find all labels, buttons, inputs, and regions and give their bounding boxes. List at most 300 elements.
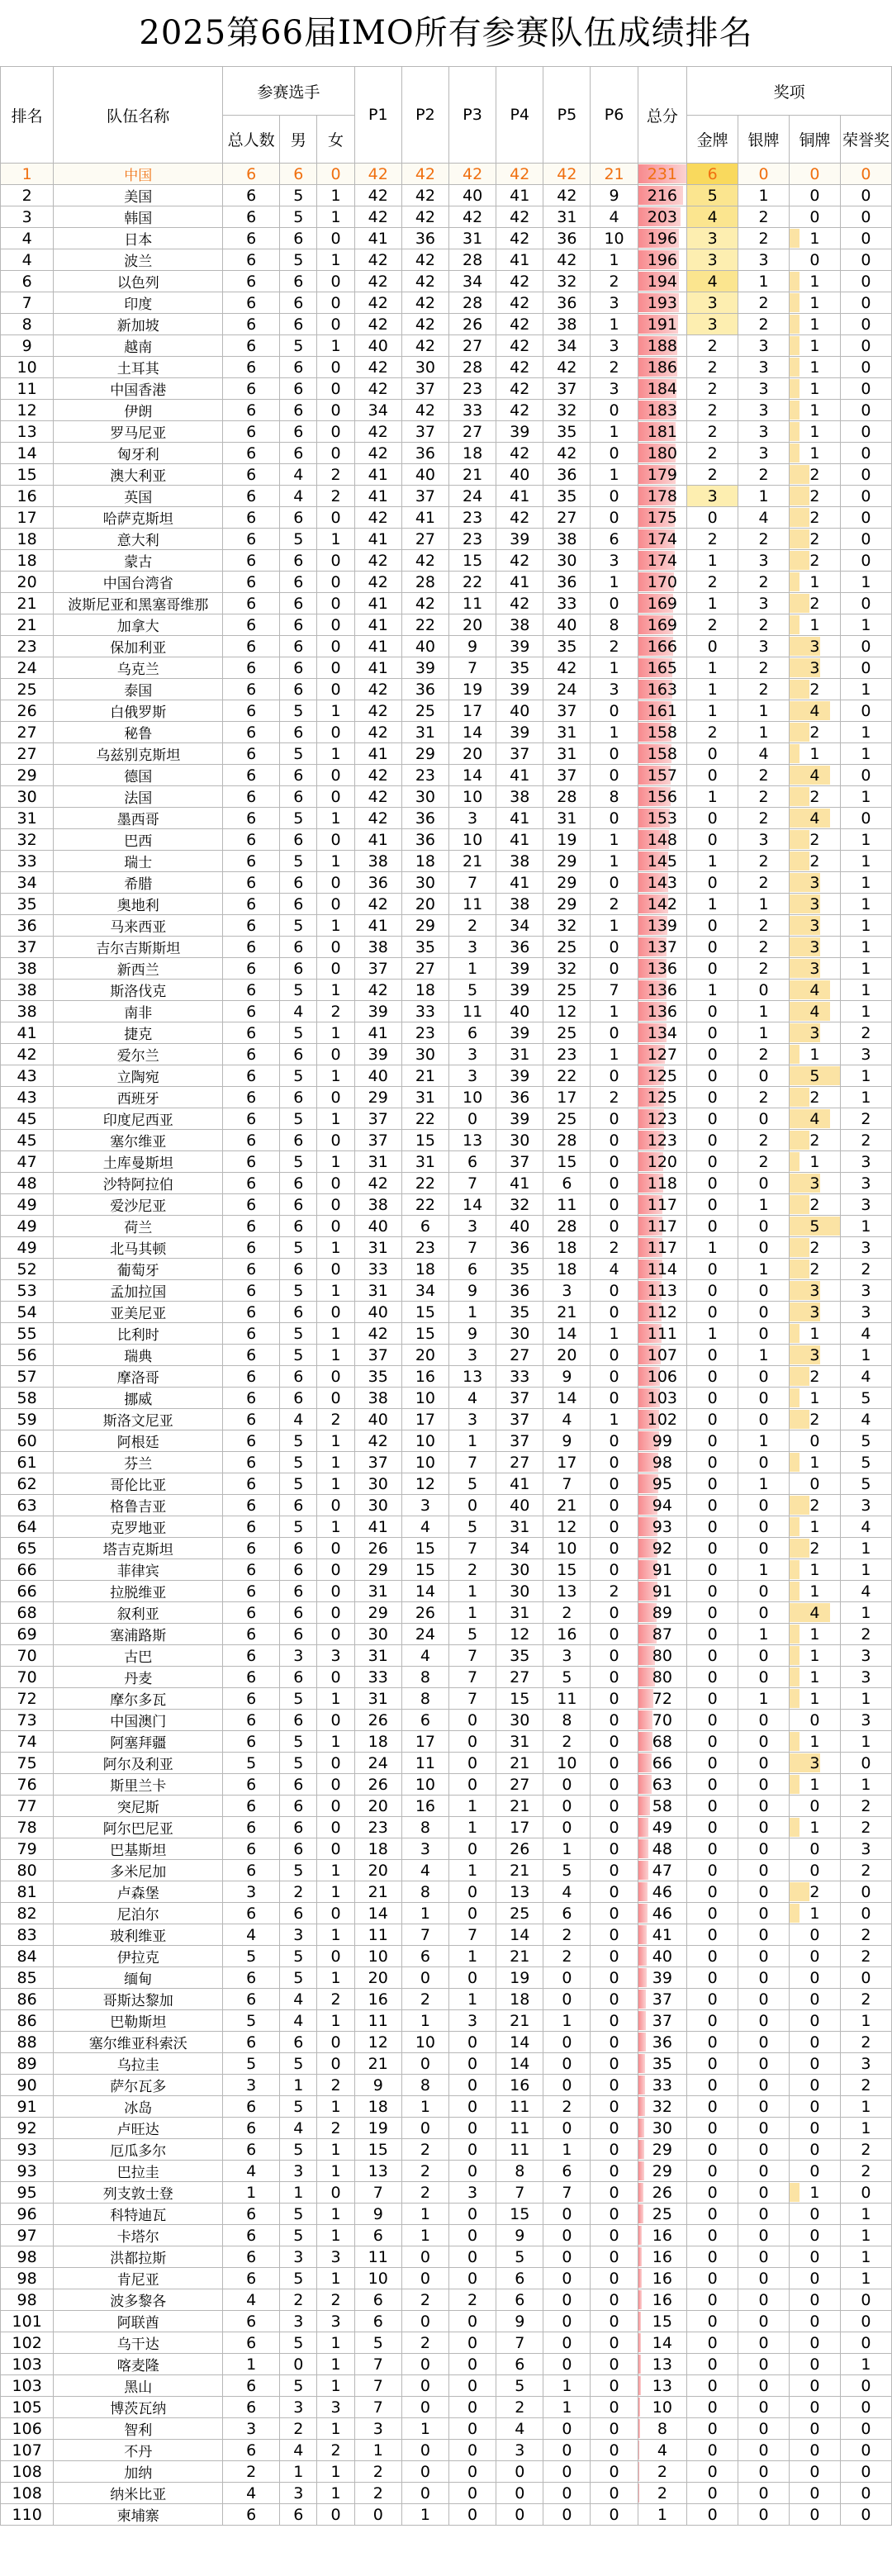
cell-female: 1 [317,980,354,1001]
table-row [1,2483,892,2504]
cell-bronze [790,1345,841,1366]
cell-hm: 1 [840,786,891,808]
cell-male: 6 [280,958,317,980]
cell-gold: 0 [687,1645,738,1667]
cell-gold: 1 [687,894,738,915]
bronze-value: 0 [809,1947,820,1966]
cell-hm: 1 [840,1688,891,1710]
cell-p2: 2 [401,2161,448,2182]
bronze-value: 0 [809,1474,820,1493]
cell-male: 5 [280,335,317,357]
cell-female: 1 [317,2354,354,2375]
cell-score [638,1065,687,1087]
cell-silver: 1 [738,1430,790,1452]
cell-p5: 2 [543,1924,591,1946]
cell-team: 保加利亚 [54,636,223,657]
cell-p1: 41 [354,486,401,507]
cell-score [638,1796,687,1817]
cell-total: 1 [223,2182,280,2204]
cell-total: 6 [223,164,280,185]
cell-rank: 66 [1,1581,54,1602]
score-value: 117 [647,1195,678,1214]
score-value: 41 [652,1925,672,1944]
table-row [1,507,892,529]
cell-p6: 0 [591,743,638,765]
cell-rank: 80 [1,1860,54,1881]
cell-p1: 20 [354,1796,401,1817]
bronze-value: 2 [809,1882,820,1901]
cell-silver: 0 [738,1409,790,1430]
bronze-bar [790,379,799,398]
cell-rank: 14 [1,443,54,464]
score-value: 63 [652,1775,672,1794]
score-value: 16 [652,2269,672,2288]
cell-hm: 0 [840,421,891,443]
cell-silver: 0 [738,1366,790,1388]
cell-score [638,1903,687,1924]
cell-team: 玻利维亚 [54,1924,223,1946]
cell-team: 摩洛哥 [54,1366,223,1388]
cell-team: 卢森堡 [54,1881,223,1903]
cell-hm: 3 [840,1280,891,1302]
cell-p2: 34 [401,1280,448,1302]
cell-p2: 0 [401,2461,448,2483]
bronze-bar [790,422,799,441]
cell-p2: 4 [401,1860,448,1881]
cell-score [638,335,687,357]
cell-male: 1 [280,2461,317,2483]
bronze-value: 0 [809,2054,820,2073]
cell-male: 6 [280,228,317,249]
cell-team: 爱沙尼亚 [54,1194,223,1216]
cell-gold: 0 [687,1516,738,1538]
cell-female: 0 [317,894,354,915]
bronze-value: 2 [809,1131,820,1150]
cell-bronze [790,2504,841,2526]
cell-p3: 0 [449,2032,496,2053]
bronze-value: 2 [809,1367,820,1386]
cell-p5: 0 [543,2053,591,2075]
cell-hm: 0 [840,700,891,722]
cell-total: 6 [223,1280,280,1302]
cell-p1: 37 [354,1130,401,1151]
score-value: 49 [652,1818,672,1837]
cell-team: 阿尔巴尼亚 [54,1817,223,1838]
cell-p2: 8 [401,1817,448,1838]
cell-p2: 10 [401,2032,448,2053]
bronze-value: 3 [809,1345,820,1364]
cell-silver: 0 [738,1967,790,1989]
cell-p2: 8 [401,1688,448,1710]
cell-hm: 0 [840,486,891,507]
cell-team: 乌干达 [54,2332,223,2354]
cell-score [638,1602,687,1624]
bronze-value: 2 [809,1410,820,1429]
cell-total: 3 [223,2075,280,2096]
cell-p5: 5 [543,1667,591,1688]
cell-bronze [790,357,841,378]
cell-male: 6 [280,1216,317,1237]
bronze-bar [790,1088,809,1107]
cell-silver: 0 [738,1731,790,1753]
cell-female: 0 [317,2053,354,2075]
cell-p4: 40 [496,700,543,722]
cell-gold: 0 [687,1731,738,1753]
cell-p6: 0 [591,1924,638,1946]
cell-p4: 41 [496,572,543,593]
cell-female: 0 [317,2504,354,2526]
cell-p6: 0 [591,2032,638,2053]
cell-male: 5 [280,1967,317,1989]
score-bar [638,2269,642,2288]
cell-bronze [790,1860,841,1881]
cell-bronze [790,1237,841,1259]
score-value: 170 [647,572,678,591]
cell-p2: 18 [401,851,448,872]
cell-total: 6 [223,271,280,292]
cell-p5: 14 [543,1323,591,1345]
cell-rank: 79 [1,1838,54,1860]
cell-p1: 9 [354,2204,401,2225]
cell-silver: 3 [738,550,790,572]
cell-total: 6 [223,958,280,980]
score-value: 98 [652,1453,672,1472]
cell-p1: 7 [354,2397,401,2418]
cell-rank: 91 [1,2096,54,2118]
bronze-value: 4 [809,766,820,785]
cell-rank: 17 [1,507,54,529]
cell-score [638,1087,687,1108]
cell-p5: 10 [543,1753,591,1774]
cell-bronze [790,1495,841,1516]
cell-male: 4 [280,1001,317,1022]
score-value: 35 [652,2054,672,2073]
cell-silver: 0 [738,2332,790,2354]
cell-silver: 4 [738,743,790,765]
cell-bronze [790,2204,841,2225]
bronze-value: 3 [809,1281,820,1300]
bronze-bar [790,594,809,613]
cell-total: 6 [223,2118,280,2139]
bronze-value: 1 [809,401,820,420]
cell-bronze [790,421,841,443]
bronze-value: 2 [809,787,820,806]
cell-female: 2 [317,1989,354,2010]
cell-rank: 89 [1,2053,54,2075]
score-value: 70 [652,1710,672,1729]
table-row [1,1044,892,1065]
cell-p3: 22 [449,572,496,593]
cell-silver: 2 [738,1130,790,1151]
cell-bronze [790,550,841,572]
cell-hm: 3 [840,1194,891,1216]
bronze-bar [790,723,809,742]
cell-score [638,2332,687,2354]
cell-p6: 0 [591,1194,638,1216]
cell-team: 西班牙 [54,1087,223,1108]
cell-rank: 38 [1,958,54,980]
cell-p1: 0 [354,2504,401,2526]
cell-p5: 32 [543,958,591,980]
cell-p6: 4 [591,206,638,228]
cell-silver: 1 [738,1022,790,1044]
score-value: 15 [652,2312,672,2331]
cell-p5: 42 [543,164,591,185]
cell-p3: 1 [449,1581,496,1602]
cell-p4: 41 [496,872,543,894]
cell-p4: 42 [496,292,543,314]
cell-total: 6 [223,2204,280,2225]
cell-p1: 38 [354,1388,401,1409]
cell-rank: 102 [1,2332,54,2354]
table-row [1,1516,892,1538]
cell-p2: 18 [401,980,448,1001]
cell-p6: 1 [591,657,638,679]
table-row [1,1065,892,1087]
cell-p4: 38 [496,894,543,915]
cell-p3: 0 [449,2440,496,2461]
cell-p2: 4 [401,1645,448,1667]
cell-rank: 48 [1,1173,54,1194]
cell-male: 5 [280,743,317,765]
cell-p3: 1 [449,1989,496,2010]
cell-p6: 0 [591,1881,638,1903]
cell-male: 5 [280,2139,317,2161]
cell-p1: 42 [354,443,401,464]
cell-p6: 0 [591,1473,638,1495]
table-row [1,2311,892,2332]
cell-rank: 68 [1,1602,54,1624]
cell-rank: 27 [1,743,54,765]
cell-team: 匈牙利 [54,443,223,464]
cell-p1: 11 [354,2010,401,2032]
cell-p3: 5 [449,980,496,1001]
cell-female: 1 [317,2204,354,2225]
cell-male: 6 [280,1796,317,1817]
bronze-value: 0 [809,2076,820,2094]
cell-p1: 42 [354,1323,401,1345]
cell-p2: 27 [401,958,448,980]
cell-male: 6 [280,1173,317,1194]
table-row [1,1173,892,1194]
cell-p5: 0 [543,2204,591,2225]
cell-silver: 0 [738,1989,790,2010]
cell-team: 格鲁吉亚 [54,1495,223,1516]
cell-p2: 1 [401,1903,448,1924]
cell-gold: 0 [687,1430,738,1452]
cell-p1: 40 [354,1302,401,1323]
cell-total: 6 [223,679,280,700]
cell-female: 1 [317,1151,354,1173]
cell-gold: 1 [687,657,738,679]
cell-p3: 21 [449,851,496,872]
cell-total: 6 [223,1581,280,1602]
cell-score [638,1774,687,1796]
bronze-bar [790,1625,799,1644]
bronze-bar [790,1324,799,1343]
table-row [1,2204,892,2225]
cell-p4: 7 [496,2182,543,2204]
bronze-value: 0 [809,2226,820,2245]
bronze-bar [790,465,809,484]
cell-rank: 77 [1,1796,54,1817]
cell-p1: 33 [354,1667,401,1688]
cell-male: 6 [280,786,317,808]
header-p5: P5 [543,67,591,164]
cell-p4: 15 [496,2204,543,2225]
bronze-value: 3 [809,658,820,677]
score-value: 203 [647,207,678,226]
cell-p2: 2 [401,2289,448,2311]
cell-p4: 17 [496,1817,543,1838]
score-value: 137 [647,937,678,956]
cell-p6: 0 [591,765,638,786]
cell-p2: 15 [401,1130,448,1151]
cell-bronze [790,2268,841,2289]
cell-bronze [790,743,841,765]
cell-p4: 38 [496,851,543,872]
table-row [1,164,892,185]
cell-team: 白俄罗斯 [54,700,223,722]
cell-p5: 10 [543,1538,591,1559]
score-value: 181 [647,422,678,441]
cell-p5: 0 [543,2504,591,2526]
cell-male: 6 [280,507,317,529]
cell-rank: 21 [1,593,54,614]
cell-male: 4 [280,1989,317,2010]
cell-gold: 0 [687,915,738,937]
cell-p2: 8 [401,2075,448,2096]
cell-female: 0 [317,657,354,679]
score-value: 117 [647,1217,678,1236]
cell-p6: 1 [591,829,638,851]
cell-silver: 2 [738,958,790,980]
cell-female: 2 [317,486,354,507]
cell-silver: 1 [738,185,790,206]
cell-score [638,507,687,529]
cell-female: 1 [317,1731,354,1753]
bronze-value: 2 [809,680,820,699]
cell-score [638,829,687,851]
score-value: 114 [647,1260,678,1279]
table-row [1,1924,892,1946]
cell-rank: 106 [1,2418,54,2440]
cell-p5: 42 [543,249,591,271]
cell-female: 2 [317,2118,354,2139]
cell-p6: 0 [591,1495,638,1516]
cell-p6: 1 [591,1044,638,1065]
cell-bronze [790,507,841,529]
cell-p5: 28 [543,1130,591,1151]
cell-p6: 0 [591,1559,638,1581]
table-row [1,829,892,851]
cell-male: 5 [280,1108,317,1130]
cell-score [638,2204,687,2225]
cell-rank: 59 [1,1409,54,1430]
cell-silver: 0 [738,1302,790,1323]
score-value: 107 [647,1345,678,1364]
cell-team: 孟加拉国 [54,1280,223,1302]
cell-p3: 1 [449,1860,496,1881]
cell-hm: 0 [840,2289,891,2311]
cell-team: 卢旺达 [54,2118,223,2139]
cell-gold: 1 [687,1323,738,1345]
cell-p3: 34 [449,271,496,292]
score-value: 157 [647,766,678,785]
cell-bronze [790,271,841,292]
cell-male: 6 [280,421,317,443]
cell-p5: 0 [543,2289,591,2311]
cell-p5: 29 [543,894,591,915]
cell-gold: 2 [687,335,738,357]
table-row [1,529,892,550]
score-bar [638,2226,642,2245]
cell-p1: 2 [354,2461,401,2483]
cell-p3: 3 [449,1044,496,1065]
cell-bronze [790,2010,841,2032]
cell-p2: 35 [401,937,448,958]
bronze-value: 0 [809,2247,820,2266]
bronze-value: 0 [809,2333,820,2352]
cell-p5: 1 [543,2375,591,2397]
cell-p3: 2 [449,2289,496,2311]
cell-team: 缅甸 [54,1967,223,1989]
cell-p5: 32 [543,915,591,937]
cell-bronze [790,2440,841,2461]
cell-total: 6 [223,1323,280,1345]
score-value: 117 [647,1238,678,1257]
cell-male: 3 [280,2311,317,2332]
cell-p2: 22 [401,1108,448,1130]
cell-p3: 9 [449,1280,496,1302]
cell-team: 以色列 [54,271,223,292]
bronze-value: 2 [809,486,820,505]
cell-p6: 3 [591,292,638,314]
table-row [1,1796,892,1817]
table-row [1,808,892,829]
bronze-bar [790,1582,799,1601]
cell-p5: 1 [543,2010,591,2032]
table-row [1,1817,892,1838]
cell-total: 6 [223,206,280,228]
cell-total: 6 [223,550,280,572]
cell-p4: 42 [496,206,543,228]
cell-rank: 4 [1,228,54,249]
score-bar [638,2376,641,2395]
cell-p1: 41 [354,1516,401,1538]
table-row [1,2225,892,2246]
cell-team: 喀麦隆 [54,2354,223,2375]
cell-female: 1 [317,1452,354,1473]
cell-p1: 42 [354,550,401,572]
cell-female: 0 [317,1817,354,1838]
cell-team: 斯洛文尼亚 [54,1409,223,1430]
cell-hm: 0 [840,2418,891,2440]
score-bar [638,2462,639,2481]
cell-gold: 0 [687,937,738,958]
bronze-bar [790,1152,799,1171]
bronze-bar [790,1560,799,1579]
cell-p3: 3 [449,1345,496,1366]
cell-p5: 12 [543,1001,591,1022]
cell-p3: 28 [449,357,496,378]
cell-team: 英国 [54,486,223,507]
cell-silver: 0 [738,1924,790,1946]
cell-total: 6 [223,2332,280,2354]
cell-silver: 0 [738,1280,790,1302]
cell-bronze [790,1366,841,1388]
cell-total: 6 [223,1194,280,1216]
